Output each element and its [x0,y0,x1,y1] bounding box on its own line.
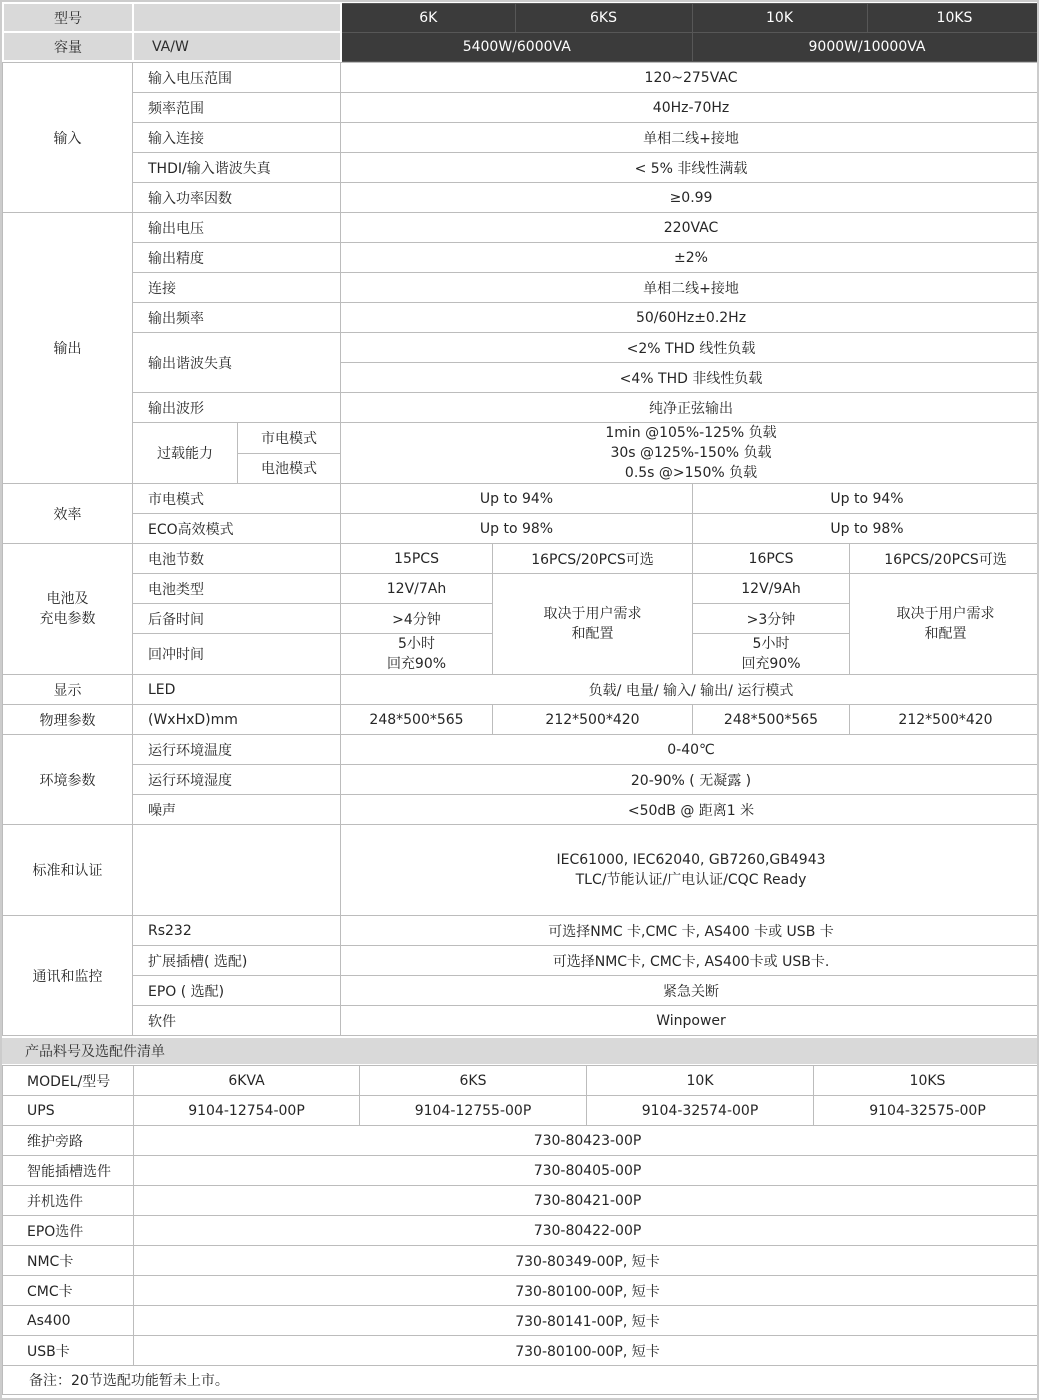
spec-label: 噪声 [133,795,341,825]
spec-value: 220VAC [341,213,1039,243]
model-row-label: 型号 [3,3,133,32]
spec-value: 212*500*420 [493,705,693,735]
spec-value: 50/60Hz±0.2Hz [341,303,1039,333]
parts-value: 10KS [814,1066,1039,1096]
overload-line: 30s @125%-150% 负载 [610,445,772,461]
section-communication: 通讯和监控 [3,916,133,1036]
overload-mode-mains: 市电模式 [238,423,341,454]
capacity-row [3,32,1039,61]
table-row [3,1246,1039,1276]
depends-line: 和配置 [924,626,967,642]
parts-value: 730-80349-00P, 短卡 [134,1246,1039,1276]
spec-table [2,62,1039,1036]
parts-value: 730-80100-00P, 短卡 [134,1276,1039,1306]
spec-value: 12V/7Ah [341,574,493,604]
model-10k: 10K [692,3,867,32]
parts-label: UPS [3,1096,134,1126]
spec-value: 可选择NMC 卡,CMC 卡, AS400 卡或 USB 卡 [341,916,1039,946]
table-row [3,514,1039,544]
spec-value: 15PCS [341,544,493,574]
table-row [3,63,1039,93]
parts-label: EPO选件 [3,1216,134,1246]
parts-value: 6KVA [134,1066,360,1096]
spec-label-harmonic: 输出谐波失真 [133,333,341,393]
table-row [3,1006,1039,1036]
spec-value: 负载/ 电量/ 输入/ 输出/ 运行模式 [341,675,1039,705]
model-6ks: 6KS [515,3,692,32]
capacity-6k: 5400W/6000VA [341,32,692,61]
spec-value: Up to 98% [693,514,1039,544]
table-row [3,333,1039,363]
table-row [3,213,1039,243]
spec-value: 20-90% ( 无凝露 ) [341,765,1039,795]
parts-section-bar [2,1038,1037,1064]
parts-value: 9104-32574-00P [587,1096,814,1126]
spec-value: >3分钟 [693,604,850,634]
spec-value: 248*500*565 [693,705,850,735]
spec-value-overload [341,423,1039,484]
parts-label: MODEL/型号 [3,1066,134,1096]
spec-value: 0-40℃ [341,735,1039,765]
overload-mode-battery: 电池模式 [238,453,341,484]
table-row [3,1216,1039,1246]
section-battery [3,544,133,675]
spec-value: 212*500*420 [850,705,1039,735]
standards-line: TLC/节能认证/广电认证/CQC Ready [575,872,807,888]
recharge-line: 回充90% [386,656,447,672]
table-row [3,1156,1039,1186]
standards-line: IEC61000, IEC62040, GB7260,GB4943 [556,852,826,868]
spec-label: 扩展插槽( 选配) [133,946,341,976]
spec-value: 可选择NMC卡, CMC卡, AS400卡或 USB卡. [341,946,1039,976]
spec-value: 12V/9Ah [693,574,850,604]
table-row [3,303,1039,333]
table-row [3,123,1039,153]
table-row [3,705,1039,735]
table-row [3,795,1039,825]
spec-value: 16PCS/20PCS可选 [850,544,1039,574]
section-standards: 标准和认证 [3,825,133,916]
table-row [3,574,1039,604]
parts-value: 730-80141-00P, 短卡 [134,1306,1039,1336]
spec-value: < 5% 非线性满载 [341,153,1039,183]
table-row [3,1066,1039,1096]
table-row [3,243,1039,273]
section-output: 输出 [3,213,133,484]
table-row [3,1126,1039,1156]
spec-value: ≥0.99 [341,183,1039,213]
table-row [3,976,1039,1006]
standards-empty-cell [133,825,341,916]
table-row [3,765,1039,795]
spec-label: 频率范围 [133,93,341,123]
table-row [3,916,1039,946]
parts-label: 并机选件 [3,1186,134,1216]
spec-label: THDI/输入谐波失真 [133,153,341,183]
spec-value: Up to 94% [341,484,693,514]
table-row [3,393,1039,423]
spec-value: <50dB @ 距离1 米 [341,795,1039,825]
recharge-line: 回充90% [741,656,801,672]
spec-value: <2% THD 线性负载 [341,333,1039,363]
table-row [3,484,1039,514]
spec-value: 紧急关断 [341,976,1039,1006]
note-row [3,1366,1039,1395]
table-row [3,1336,1039,1366]
parts-label: 智能插槽选件 [3,1156,134,1186]
depends-line: 和配置 [571,626,614,642]
parts-section-title: 产品料号及选配件清单 [25,1044,165,1060]
spec-label: 输入功率因数 [133,183,341,213]
parts-label: CMC卡 [3,1276,134,1306]
spec-label: EPO ( 选配) [133,976,341,1006]
section-battery-line: 充电参数 [39,611,96,627]
model-header-table [2,2,1039,62]
spec-value: 单相二线+接地 [341,273,1039,303]
parts-label: USB卡 [3,1336,134,1366]
recharge-line: 5小时 [398,636,435,652]
depends-line: 取决于用户需求 [896,606,995,622]
overload-line: 0.5s @>150% 负载 [624,465,758,481]
parts-value: 10K [587,1066,814,1096]
spec-label: 电池节数 [133,544,341,574]
model-row-empty-cell [133,3,341,32]
section-physical: 物理参数 [3,705,133,735]
section-environment: 环境参数 [3,735,133,825]
parts-value: 730-80100-00P, 短卡 [134,1336,1039,1366]
spec-label: 后备时间 [133,604,341,634]
spec-value-standards [341,825,1039,916]
spec-value: 16PCS [693,544,850,574]
table-row [3,1276,1039,1306]
table-row [3,1096,1039,1126]
spec-label: 输出电压 [133,213,341,243]
spec-label: 运行环境湿度 [133,765,341,795]
model-10ks: 10KS [867,3,1039,32]
spec-label: 连接 [133,273,341,303]
spec-label: 回冲时间 [133,634,341,675]
spec-value-depends [493,574,693,675]
parts-value: 9104-12755-00P [360,1096,587,1126]
spec-value-recharge [693,634,850,675]
table-row [3,423,1039,454]
table-row [3,1186,1039,1216]
parts-label: 维护旁路 [3,1126,134,1156]
table-row [3,183,1039,213]
section-efficiency: 效率 [3,484,133,544]
model-row [3,3,1039,32]
parts-table [2,1065,1039,1395]
spec-label: 输入电压范围 [133,63,341,93]
section-input: 输入 [3,63,133,213]
spec-value: >4分钟 [341,604,493,634]
table-row [3,273,1039,303]
table-row [3,153,1039,183]
depends-line: 取决于用户需求 [543,606,642,622]
table-row [3,825,1039,916]
parts-value: 730-80423-00P [134,1126,1039,1156]
spec-value: 120~275VAC [341,63,1039,93]
spec-label: 运行环境温度 [133,735,341,765]
spec-label: 市电模式 [133,484,341,514]
parts-value: 730-80405-00P [134,1156,1039,1186]
spec-value: 纯净正弦输出 [341,393,1039,423]
spec-label: Rs232 [133,916,341,946]
spec-value: <4% THD 非线性负载 [341,363,1039,393]
footnote: 备注：20节选配功能暂未上市。 [3,1366,1039,1395]
spec-value: 40Hz-70Hz [341,93,1039,123]
spec-value: 单相二线+接地 [341,123,1039,153]
spec-label: 电池类型 [133,574,341,604]
capacity-10k: 9000W/10000VA [692,32,1039,61]
spec-value-depends [850,574,1039,675]
spec-value-recharge [341,634,493,675]
spec-label: 输出波形 [133,393,341,423]
spec-value: ±2% [341,243,1039,273]
section-display: 显示 [3,675,133,705]
spec-value: Up to 98% [341,514,693,544]
table-row [3,675,1039,705]
spec-label: 输入连接 [133,123,341,153]
spec-label: 软件 [133,1006,341,1036]
spec-value: Winpower [341,1006,1039,1036]
overload-line: 1min @105%-125% 负载 [605,425,777,441]
parts-label: NMC卡 [3,1246,134,1276]
capacity-row-label: 容量 [3,32,133,61]
table-row [3,946,1039,976]
table-row [3,93,1039,123]
spec-value: Up to 94% [693,484,1039,514]
spec-label: 输出精度 [133,243,341,273]
spec-label: 输出频率 [133,303,341,333]
spec-label: (WxHxD)mm [133,705,341,735]
spec-value: 16PCS/20PCS可选 [493,544,693,574]
recharge-line: 5小时 [752,636,790,652]
spec-value: 248*500*565 [341,705,493,735]
parts-value: 6KS [360,1066,587,1096]
table-row [3,735,1039,765]
table-row [3,1306,1039,1336]
parts-value: 9104-32575-00P [814,1096,1039,1126]
capacity-unit: VA/W [133,32,341,61]
parts-value: 730-80421-00P [134,1186,1039,1216]
spec-label: ECO高效模式 [133,514,341,544]
parts-value: 9104-12754-00P [134,1096,360,1126]
section-battery-line: 电池及 [46,591,89,607]
spec-label-overload: 过载能力 [133,423,238,484]
table-row [3,544,1039,574]
parts-value: 730-80422-00P [134,1216,1039,1246]
model-6k: 6K [341,3,515,32]
parts-label: As400 [3,1306,134,1336]
spec-label: LED [133,675,341,705]
